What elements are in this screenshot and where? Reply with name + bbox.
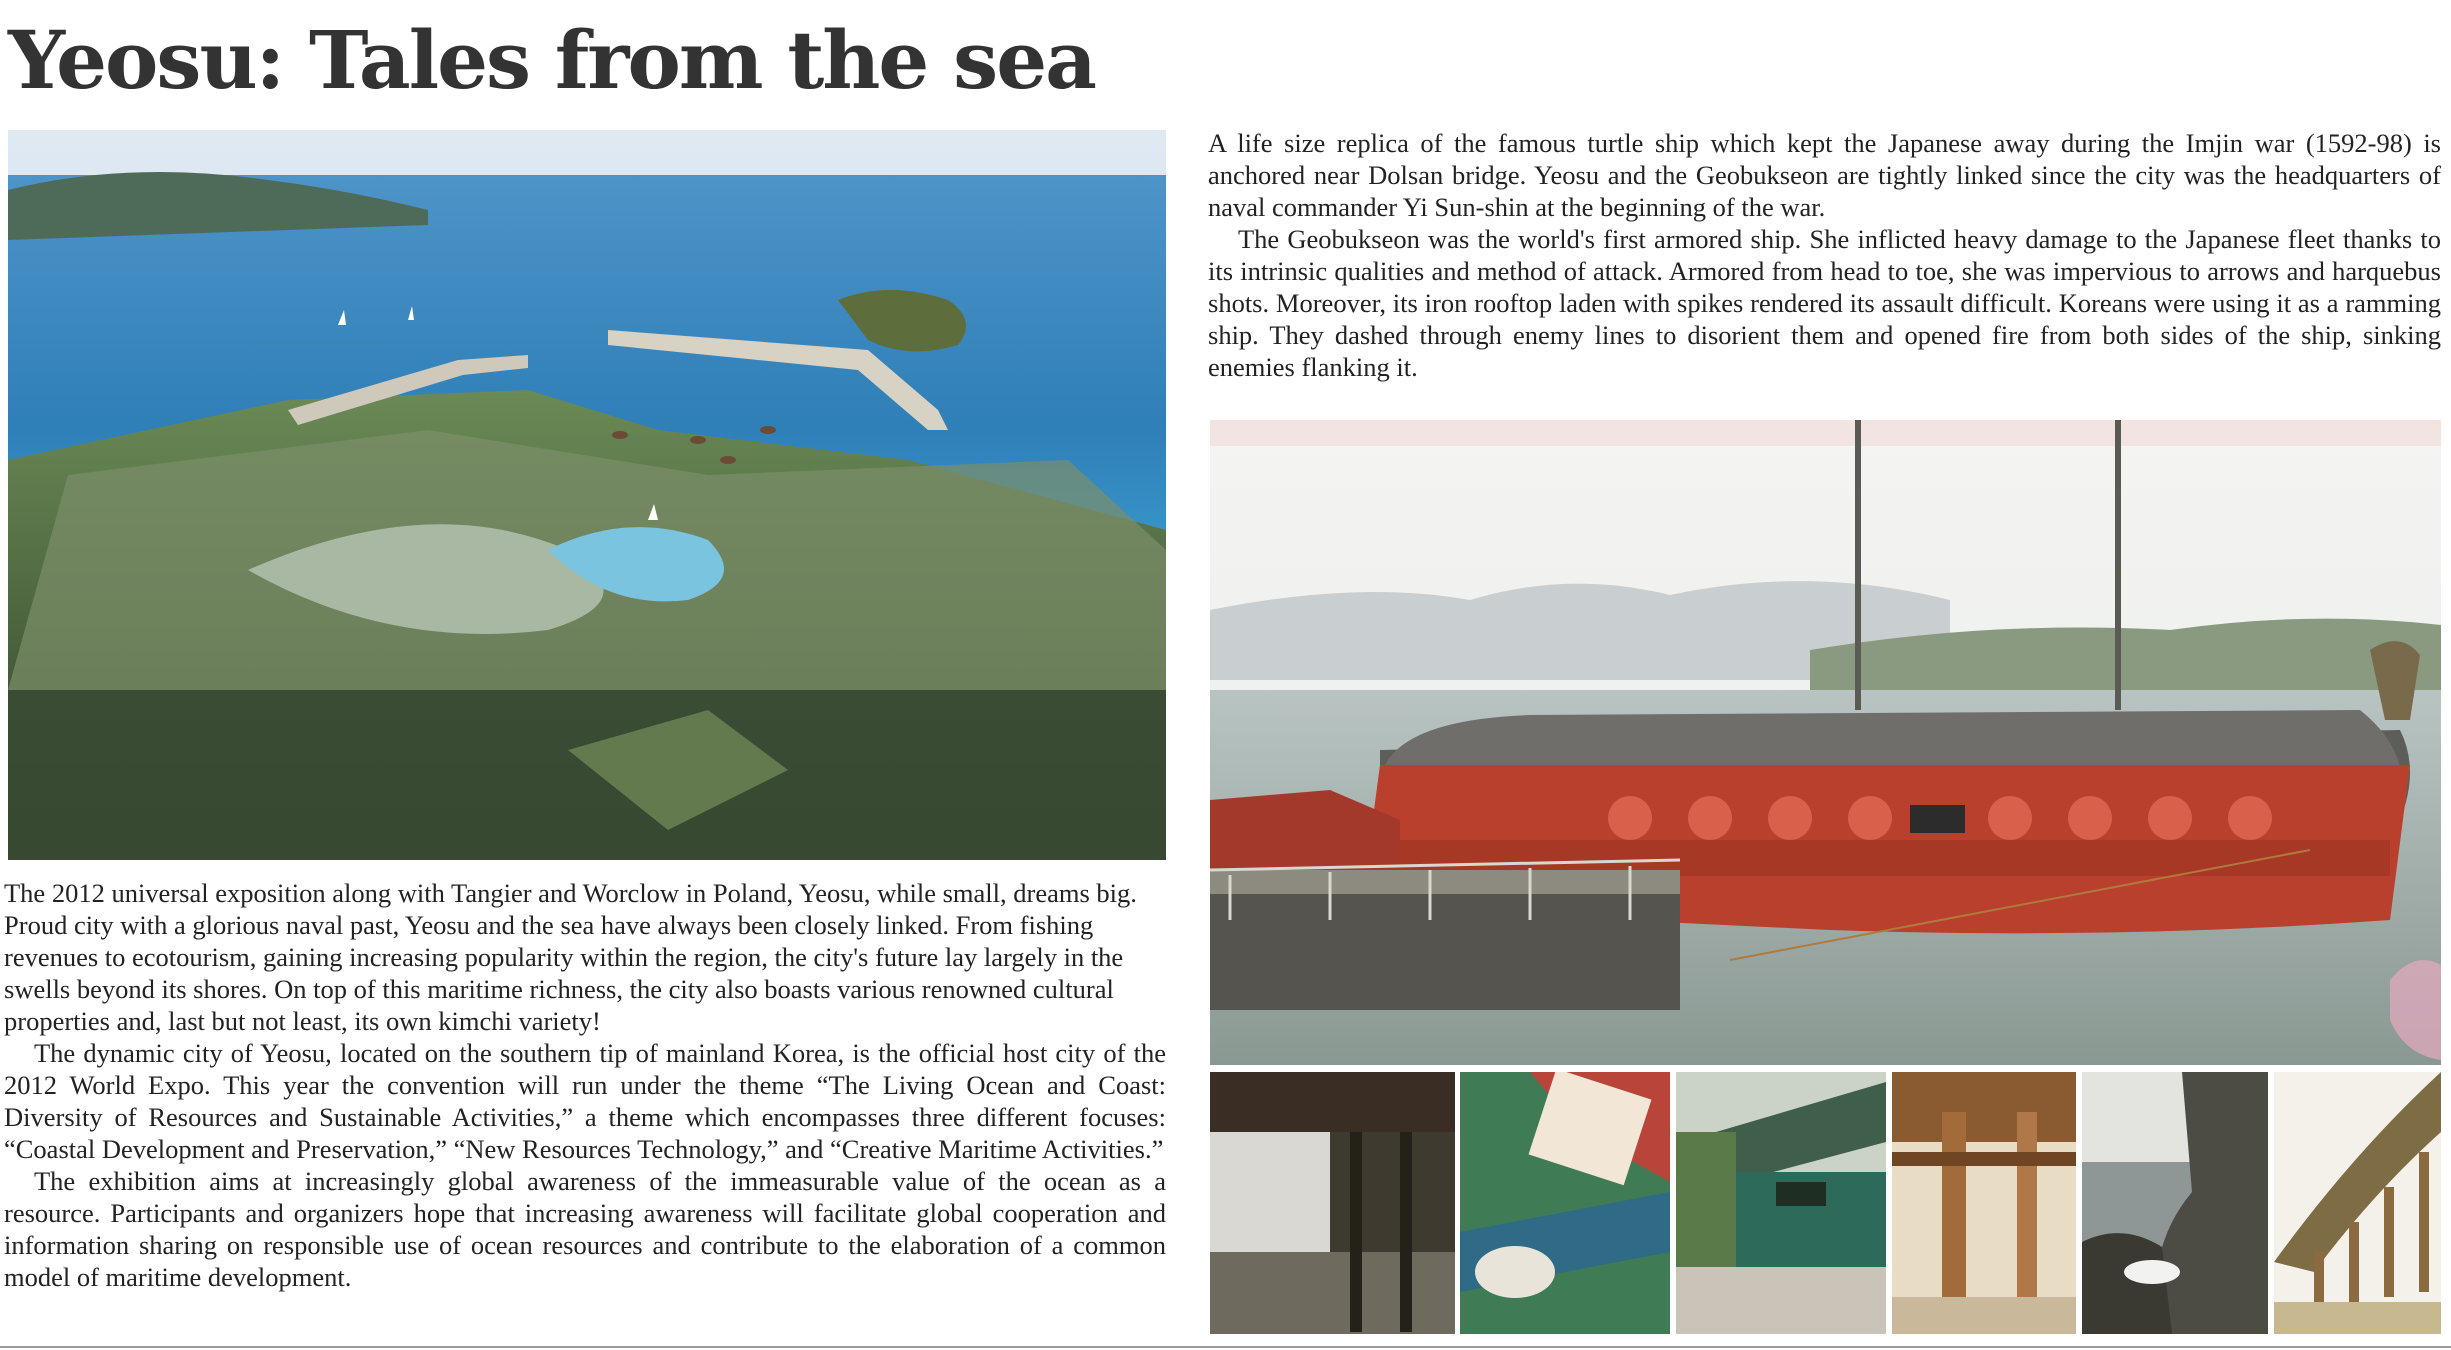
- paragraph-exhibition-aims: The exhibition aims at increasingly global awareness of the immeasurable value of the ocean as a resource. Participants and organizers hope that increasing awareness will facilitate global cooperation and information sharing on responsible use of ocean resources and contribute to the elaboration of a common model of maritime development.: [4, 1166, 1166, 1292]
- thumbnail-rocky-coast: [2082, 1072, 2268, 1334]
- expo-aerial-image: [8, 130, 1166, 860]
- thumbnail-pavilion-veranda: [1210, 1072, 1455, 1334]
- paragraph-turtle-ship-replica: A life size replica of the famous turtle ship which kept the Japanese away during the Imjin war (1592-98) is anchored near Dolsan bridge. Yeosu and the Geobukseon are tightly linked since the city was the headquarters of naval commander Yi Sun-shin at the beginning of the war.: [1208, 128, 2441, 222]
- paragraph-geobukseon: The Geobukseon was the world's first armored ship. She inflicted heavy damage to the Japanese fleet thanks to its intrinsic qualities and method of attack. Armored from head to toe, she was impervious to arrows and harquebus shots. Moreover, its iron rooftop laden with spikes rendered its assault difficult. Koreans were using it as a ramming ship. They dashed through enemy lines to disorient them and opened fire from both sides of the ship, sinking enemies flanking it.: [1208, 224, 2441, 382]
- thumbnail-wooden-columns: [1892, 1072, 2076, 1334]
- paragraph-intro: The 2012 universal exposition along with Tangier and Worclow in Poland, Yeosu, while small, dreams big. Proud city with a glorious naval past, Yeosu and the sea have always been closely linked. From fishing revenues to ecotourism, gaining increasing popularity within the region, the city's future lay largely in the swells beyond its shores. On top of this maritime richness, the city also boasts various renowned cultural properties and, last but not least, its own kimchi variety!: [4, 878, 1137, 1036]
- article-title: Yeosu: Tales from the sea: [8, 13, 1095, 107]
- thumbnail-colonnade: [2274, 1072, 2441, 1334]
- left-column-text: [4, 877, 1166, 1293]
- bottom-rule: [0, 1346, 2451, 1348]
- right-column-text: [1208, 127, 2441, 383]
- paragraph-host-city: The dynamic city of Yeosu, located on the southern tip of mainland Korea, is the official host city of the 2012 World Expo. This year the convention will run under the theme “The Living Ocean and Coast: Diversity of Resources and Sustainable Activities,” a theme which encompasses three different focuses: “Coastal Development and Preservation,” “New Resources Technology,” and “Creative Maritime Activities.”: [4, 1038, 1166, 1164]
- turtle-ship-image: [1210, 420, 2441, 1065]
- thumbnail-temple-hall: [1676, 1072, 1886, 1334]
- thumbnail-painted-eaves: [1460, 1072, 1670, 1334]
